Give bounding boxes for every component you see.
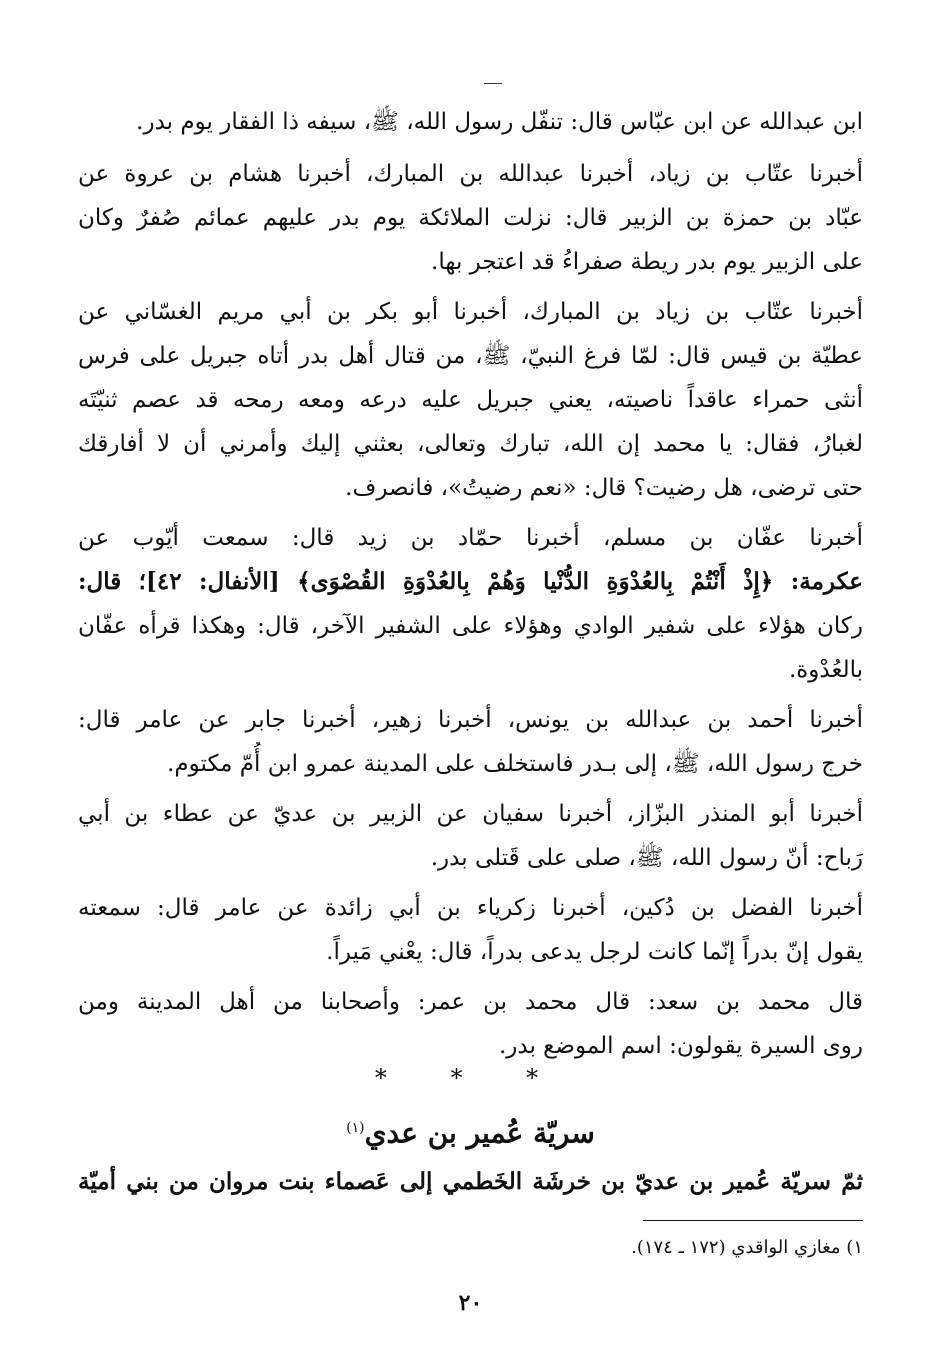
text-line: أخبرنا أبو المنذر البزّاز، أخبرنا سفيان عن الزبير بن عديّ عن عطاء بن أبي: [78, 801, 863, 827]
text-line: يقول إنّ بدراً إنّما كانت لرجل يدعى بدراً، قال: يعْني مَيراً.: [326, 939, 863, 965]
text-line: أنثى حمراء عاقداً ناصيته، يعني جبريل عليه درعه ومعه رمحه قد عصم ثنيّتَه: [78, 387, 863, 413]
text-line: عطيّة بن قيس قال: لمّا فرغ النبيّ، ﷺ، من قتال أهل بدر أتاه جبريل على فرس: [78, 343, 863, 369]
text-line: رَباح: أنّ رسول الله، ﷺ، صلى على قَتلى بدر.: [430, 845, 863, 871]
text-line: ثمّ سريّة عُمير بن عديّ بن خرشَة الخَطمي إلى عَصماء بنت مروان من بني أميّة: [78, 1168, 863, 1195]
text-line: خرج رسول الله، ﷺ، إلى بـدر فاستخلف على المدينة عمرو ابن أُمّ مكتوم.: [167, 751, 863, 777]
text-line: ركان هؤلاء على شفير الوادي وهؤلاء على الشفير الآخر، قال: وهكذا قرأه عفّان: [78, 613, 863, 639]
page-number: ٢٠: [458, 1290, 483, 1316]
quran-verse-line: عكرمة: ﴿إِذْ أَنْتُمْ بِالعُدْوَةِ الدُّنْيا وَهُمْ بِالعُدْوَةِ القُصْوَى﴾ [الأنفال: ٤٢]؛ قال:: [78, 568, 863, 595]
section-heading-text: سريّة عُمير بن عدي: [364, 1116, 595, 1150]
text-line: لغبارُ، فقال: يا محمد إن الله، تبارك وتعالى، بعثني إليك وأمرني أن لا أفارقك: [78, 431, 863, 457]
text-line: عبّاد بن حمزة بن الزبير قال: نزلت الملائكة يوم بدر عليهم عمائم صُفرٌ وكان: [78, 205, 863, 231]
text-line: بالعُدْوة.: [788, 657, 863, 683]
footnote-divider: [643, 1220, 863, 1221]
text-line: روى السيرة يقولون: اسم الموضع بدر.: [498, 1033, 863, 1059]
text-line: ابن عبدالله عن ابن عبّاس قال: تنفّل رسول الله، ﷺ، سيفه ذا الفقار يوم بدر.: [136, 109, 863, 135]
text-line: أخبرنا عتّاب بن زياد بن المبارك، أخبرنا أبو بكر بن أبي مريم الغسّاني عن: [78, 299, 863, 325]
text-line: أخبرنا عتّاب بن زياد، أخبرنا عبدالله بن المبارك، أخبرنا هشام بن عروة عن: [78, 161, 863, 187]
text-line: أخبرنا عفّان بن مسلم، أخبرنا حمّاد بن زيد قال: سمعت أيّوب عن: [78, 525, 863, 551]
top-mark: [484, 83, 502, 84]
section-heading: [0, 1106, 941, 1155]
section-separator: * * *: [374, 1064, 567, 1092]
text-line: أخبرنا أحمد بن عبدالله بن يونس، أخبرنا زهير، أخبرنا جابر عن عامر قال:: [78, 707, 863, 733]
footnote: ١) مغازي الواقدي (١٧٢ ـ ١٧٤).: [631, 1237, 863, 1258]
text-line: أخبرنا الفضل بن دُكين، أخبرنا زكرياء بن أبي زائدة عن عامر قال: سمعته: [78, 895, 863, 921]
text-line: حتى ترضى، هل رضيت؟ قال: «نعم رضيتُ»، فانصرف.: [345, 475, 863, 501]
text-line: قال محمد بن سعد: قال محمد بن عمر: وأصحابنا من أهل المدينة ومن: [78, 989, 863, 1015]
text-line: على الزبير يوم بدر ريطة صفراءُ قد اعتجر بها.: [431, 249, 863, 275]
footnote-marker: (١): [346, 1120, 365, 1136]
